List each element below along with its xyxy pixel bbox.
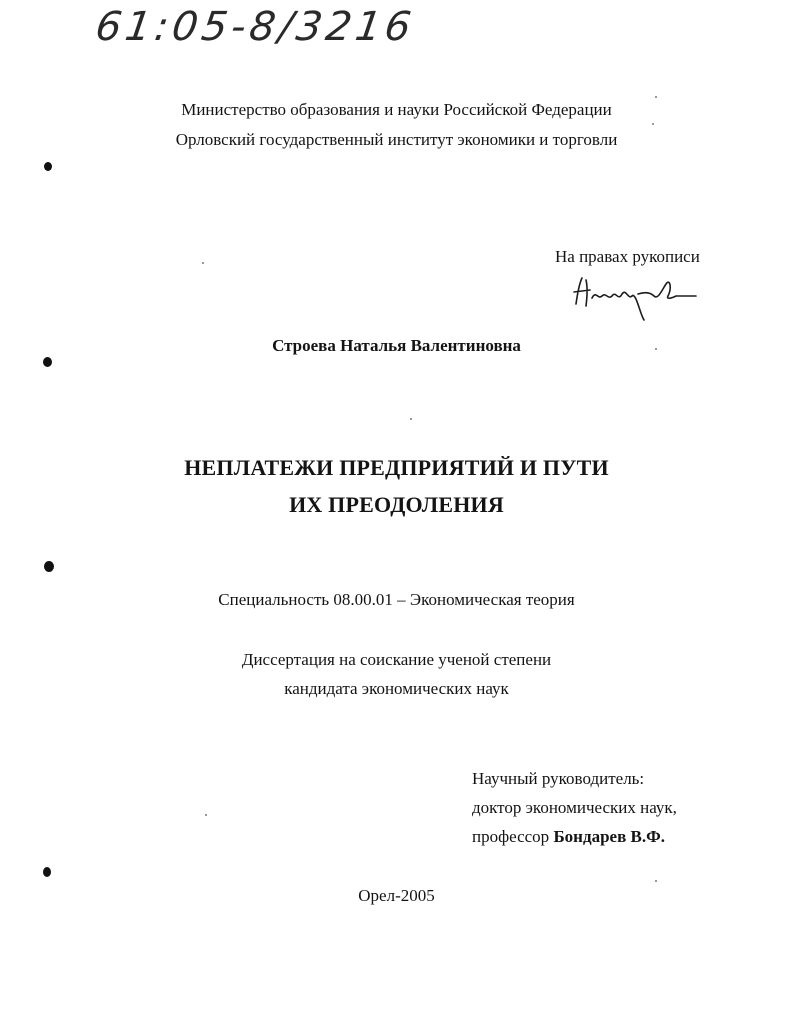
scan-speck — [410, 418, 412, 420]
specialty-line: Специальность 08.00.01 – Экономическая теория — [218, 590, 575, 609]
supervisor-rank-line — [472, 822, 677, 851]
punch-mark — [44, 162, 52, 171]
ministry-line: Министерство образования и науки Российской Федерации — [181, 100, 612, 119]
dissertation-line-1: Диссертация на соискание ученой степени — [241, 650, 552, 669]
title-line-2: ИХ ПРЕОДОЛЕНИЯ — [289, 492, 504, 517]
punch-mark — [43, 867, 51, 877]
supervisor-heading: Научный руководитель: — [472, 769, 645, 788]
signature — [568, 270, 703, 322]
author-name: Строева Наталья Валентиновна — [272, 336, 521, 355]
supervisor-block — [472, 764, 677, 851]
scan-speck — [655, 880, 657, 882]
manuscript-rights: На правах рукописи — [555, 247, 700, 266]
scan-speck — [652, 123, 654, 125]
supervisor-rank: профессор — [472, 827, 550, 846]
scan-speck — [655, 96, 657, 98]
dissertation-line-2: кандидата экономических наук — [284, 679, 509, 698]
institute-line: Орловский государственный институт экономики и торговли — [175, 130, 618, 149]
archive-code: 61:05-8/3216 — [92, 4, 418, 50]
scan-speck — [205, 814, 207, 816]
title-line-1: НЕПЛАТЕЖИ ПРЕДПРИЯТИЙ И ПУТИ — [184, 455, 609, 480]
supervisor-name: Бондарев В.Ф. — [553, 827, 665, 846]
supervisor-degree: доктор экономических наук, — [472, 798, 677, 817]
city-year: Орел-2005 — [358, 886, 435, 905]
scan-speck — [202, 262, 204, 264]
punch-mark — [43, 357, 52, 367]
scan-speck — [655, 348, 657, 350]
punch-mark — [44, 561, 54, 572]
